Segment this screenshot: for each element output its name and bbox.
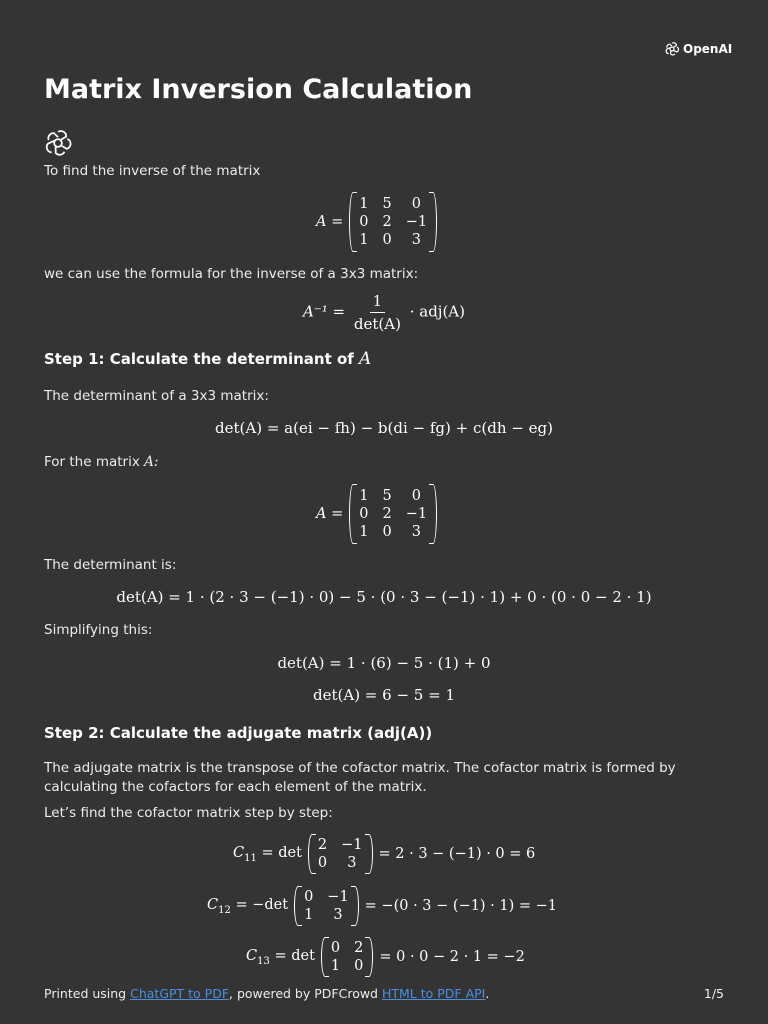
det-simplified-1: det(A) = 1 · (6) − 5 · (1) + 0: [277, 654, 491, 672]
matrix-cell: 3: [347, 855, 357, 871]
cofactor-sub: 13: [257, 955, 270, 967]
right-paren: [365, 834, 373, 874]
matrix-cell: 0: [354, 958, 364, 974]
left-paren: [349, 192, 357, 252]
matrix-a-repeat: [316, 484, 437, 544]
step1-heading-var: A: [359, 349, 372, 369]
matrix-cell: −1: [341, 837, 363, 853]
fraction-numerator: 1: [370, 292, 386, 313]
html-to-pdf-api-link[interactable]: HTML to PDF API: [381, 986, 486, 1001]
inverse-fraction: [354, 292, 401, 333]
matrix-cell: 1: [359, 488, 369, 504]
det-intro: The determinant of a 3x3 matrix:: [44, 388, 269, 404]
det-is-text: The determinant is:: [44, 557, 177, 573]
matrix-cell: 2: [317, 837, 328, 853]
cofactor-result: = 0 · 0 − 2 · 1 = −2: [379, 949, 525, 965]
cofactor-prefix: = det: [274, 947, 315, 964]
matrix-cell: 1: [359, 232, 369, 248]
right-paren: [429, 484, 437, 544]
cofactor-c11: [233, 834, 535, 874]
matrix-cell: 1: [359, 524, 369, 540]
footer-printed-using: Printed using: [44, 986, 127, 1001]
matrix-grid: [357, 488, 429, 540]
matrix-cell: 5: [382, 488, 392, 504]
inverse-formula: [0, 292, 768, 333]
matrix-cell: 0: [411, 488, 421, 504]
footer-powered-by: , powered by PDFCrowd: [229, 986, 378, 1001]
cofactor-matrix: [316, 837, 365, 871]
matrix-cell: 0: [359, 214, 369, 230]
openai-logo-icon: [664, 41, 680, 57]
footer: [44, 986, 489, 1001]
matrix-grid: [357, 196, 429, 248]
fraction-denominator: det(A): [353, 315, 401, 333]
simplifying-text: Simplifying this:: [44, 622, 153, 638]
matrix-cell: 5: [382, 196, 392, 212]
matrix-label: A =: [316, 214, 344, 230]
matrix-cell: 1: [359, 196, 369, 212]
cofactor-result: = 2 · 3 − (−1) · 0 = 6: [378, 846, 536, 862]
cofactor-sub: 11: [244, 852, 257, 864]
left-paren: [308, 834, 316, 874]
det-formula: det(A) = a(ei − fh) − b(di − fg) + c(dh − eg): [215, 419, 553, 437]
matrix-cell: −1: [405, 506, 428, 522]
inverse-lhs: A⁻¹ =: [303, 302, 346, 321]
openai-brand: [664, 41, 732, 57]
matrix-cell: 1: [304, 907, 314, 923]
step1-heading-text: Step 1: Calculate the determinant of: [44, 350, 354, 368]
cofactor-matrix: [329, 940, 365, 974]
matrix-cell: 0: [382, 232, 392, 248]
matrix-cell: 2: [382, 214, 392, 230]
matrix-cell: 3: [411, 524, 421, 540]
intro-text: To find the inverse of the matrix: [44, 163, 261, 179]
cofactor-sub: 12: [218, 904, 231, 916]
page-title: Matrix Inversion Calculation: [44, 74, 473, 105]
footer-period: .: [485, 986, 490, 1001]
left-paren: [321, 937, 329, 977]
matrix-cell: 2: [354, 940, 364, 956]
matrix-cell: 0: [317, 855, 328, 871]
chatgpt-to-pdf-link[interactable]: ChatGPT to PDF: [130, 986, 230, 1001]
det-simplified-2: det(A) = 6 − 5 = 1: [313, 686, 455, 704]
formula-intro: we can use the formula for the inverse of a 3x3 matrix:: [44, 266, 419, 282]
matrix-cell: 1: [330, 958, 341, 974]
matrix-cell: 3: [333, 907, 343, 923]
cofactor-prefix: = −det: [235, 896, 289, 913]
cofactor-prefix: = det: [261, 844, 302, 861]
cofactor-name: C: [207, 896, 219, 913]
matrix-cell: 0: [359, 506, 369, 522]
cofactor-name: C: [233, 844, 245, 861]
det-expansion: det(A) = 1 · (2 · 3 − (−1) · 0) − 5 · (0 · 3 − (−1) · 1) + 0 · (0 · 0 − 2 · 1): [116, 588, 652, 606]
cofactor-matrix: [302, 889, 351, 923]
matrix-cell: 3: [411, 232, 421, 248]
matrix-cell: 0: [382, 524, 392, 540]
for-matrix-label: For the matrix: [44, 454, 140, 470]
right-paren: [365, 937, 373, 977]
lets-find-text: Let’s find the cofactor matrix step by step:: [44, 805, 333, 821]
matrix-a: [316, 192, 437, 252]
brand-name: OpenAI: [683, 42, 733, 56]
matrix-cell: 2: [382, 506, 392, 522]
left-paren: [294, 886, 302, 926]
matrix-label: A =: [316, 506, 344, 522]
matrix-cell: 0: [304, 889, 314, 905]
matrix-cell: −1: [405, 214, 428, 230]
matrix-cell: 0: [411, 196, 421, 212]
adjugate-description: The adjugate matrix is the transpose of the cofactor matrix. The cofactor matrix is formed by calculating the cofactors for each element of the matrix.: [44, 760, 676, 795]
cofactor-c13: [246, 937, 525, 977]
cofactor-c12: [207, 886, 557, 926]
right-paren: [351, 886, 359, 926]
step1-heading: [44, 349, 371, 369]
for-matrix-var: A:: [144, 454, 159, 470]
right-paren: [429, 192, 437, 252]
step2-heading: Step 2: Calculate the adjugate matrix (adj(A)): [44, 724, 433, 742]
left-paren: [349, 484, 357, 544]
cofactor-result: = −(0 · 3 − (−1) · 1) = −1: [364, 898, 558, 914]
matrix-cell: 0: [330, 940, 341, 956]
for-matrix-text: [44, 453, 158, 472]
matrix-cell: −1: [327, 889, 349, 905]
chatgpt-avatar-icon: [44, 129, 72, 157]
inverse-rhs: · adj(A): [409, 302, 465, 321]
page-number: 1/5: [703, 986, 724, 1001]
cofactor-name: C: [246, 947, 258, 964]
